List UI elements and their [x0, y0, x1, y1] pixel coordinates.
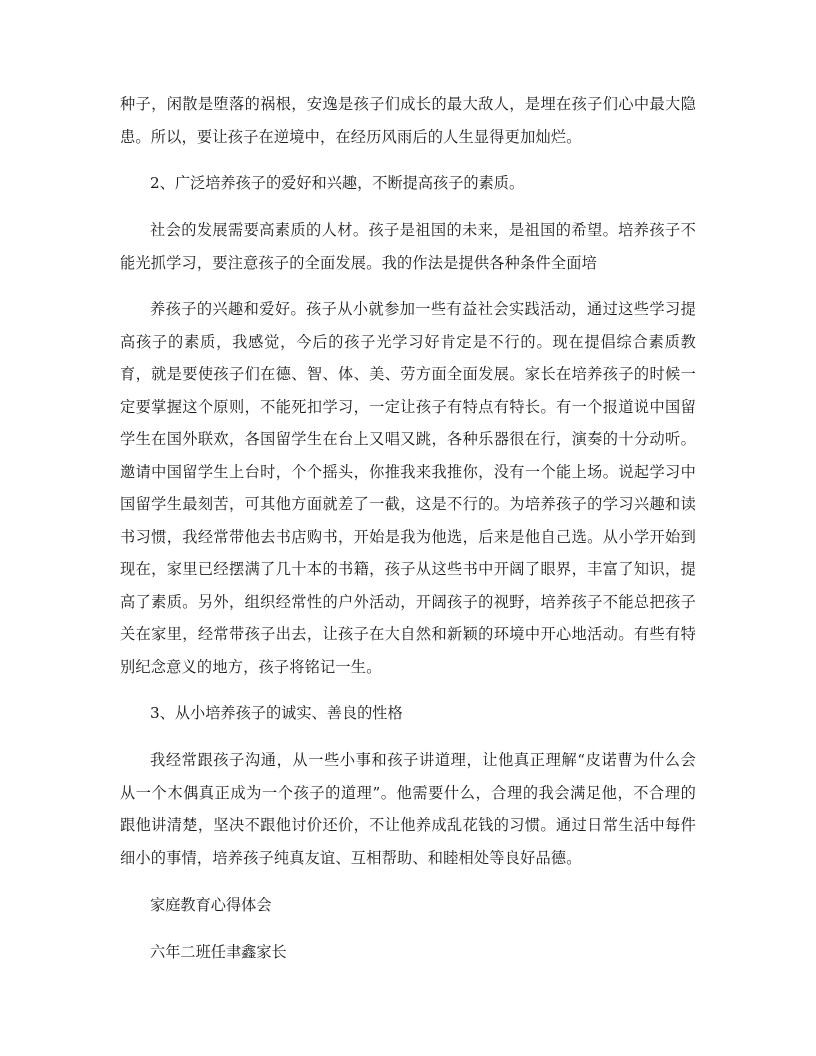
paragraph-continuation: 种子，闲散是堕落的祸根，安逸是孩子们成长的最大敌人，是埋在孩子们心中最大隐患。所以，要让孩子在逆境中，在经历风雨后的人生显得更加灿烂。 [120, 95, 696, 146]
section-heading-3: 3、从小培养孩子的诚实、善良的性格 [150, 704, 403, 722]
parent-signature-line: 六年二班任聿鑫家长 [150, 943, 287, 961]
paragraph-honesty: 我经常跟孩子沟通，从一些小事和孩子讲道理，让他真正理解“皮诺曹为什么会从一个木偶真正成为一个孩子的道理”。他需要什么，合理的我会满足他，不合理的跟他讲清楚，坚决不跟他讨价还价，不让他养成乱花钱的习惯。通过日常生活中每件细小的事情，培养孩子纯真友谊、互相帮助、和睦相处等良好品德。 [120, 751, 696, 867]
paragraph-interests: 养孩子的兴趣和爱好。孩子从小就参加一些有益社会实践活动，通过这些学习提高孩子的素质，我感觉，今后的孩子光学习好肯定是不行的。现在提倡综合素质教育，就是要使孩子们在德、智、体、美、劳方面全面发展。家长在培养孩子的时候一定要掌握这个原则，不能死扣学习，一定让孩子有特点有特长。有一个报道说中国留学生在国外联欢，各国留学生在台上又唱又跳，各种乐器很在行，演奏的十分动听。邀请中国留学生上台时，个个摇头，你推我来我推你，没有一个能上场。说起学习中国留学生最刻苦，可其他方面就差了一截，这是不行的。为培养孩子的学习兴趣和读书习惯，我经常带他去书店购书，开始是我为他选，后来是他自己选。从小学开始到现在，家里已经摆满了几十本的书籍，孩子从这些书中开阔了眼界，丰富了知识，提高了素质。另外，组织经常性的户外活动，开阔孩子的视野，培养孩子不能总把孩子关在家里，经常带孩子出去，让孩子在大自然和新颖的环境中开心地活动。有些有特别纪念意义的地方，孩子将铭记一生。 [120, 300, 696, 676]
paragraph-society: 社会的发展需要高素质的人材。孩子是祖国的未来，是祖国的希望。培养孩子不能光抓学习，要注意孩子的全面发展。我的作法是提供各种条件全面培 [120, 221, 696, 272]
document-page [120, 88, 696, 983]
closing-title: 家庭教育心得体会 [150, 896, 272, 914]
section-heading-2: 2、广泛培养孩子的爱好和兴趣，不断提高孩子的素质。 [150, 174, 525, 192]
